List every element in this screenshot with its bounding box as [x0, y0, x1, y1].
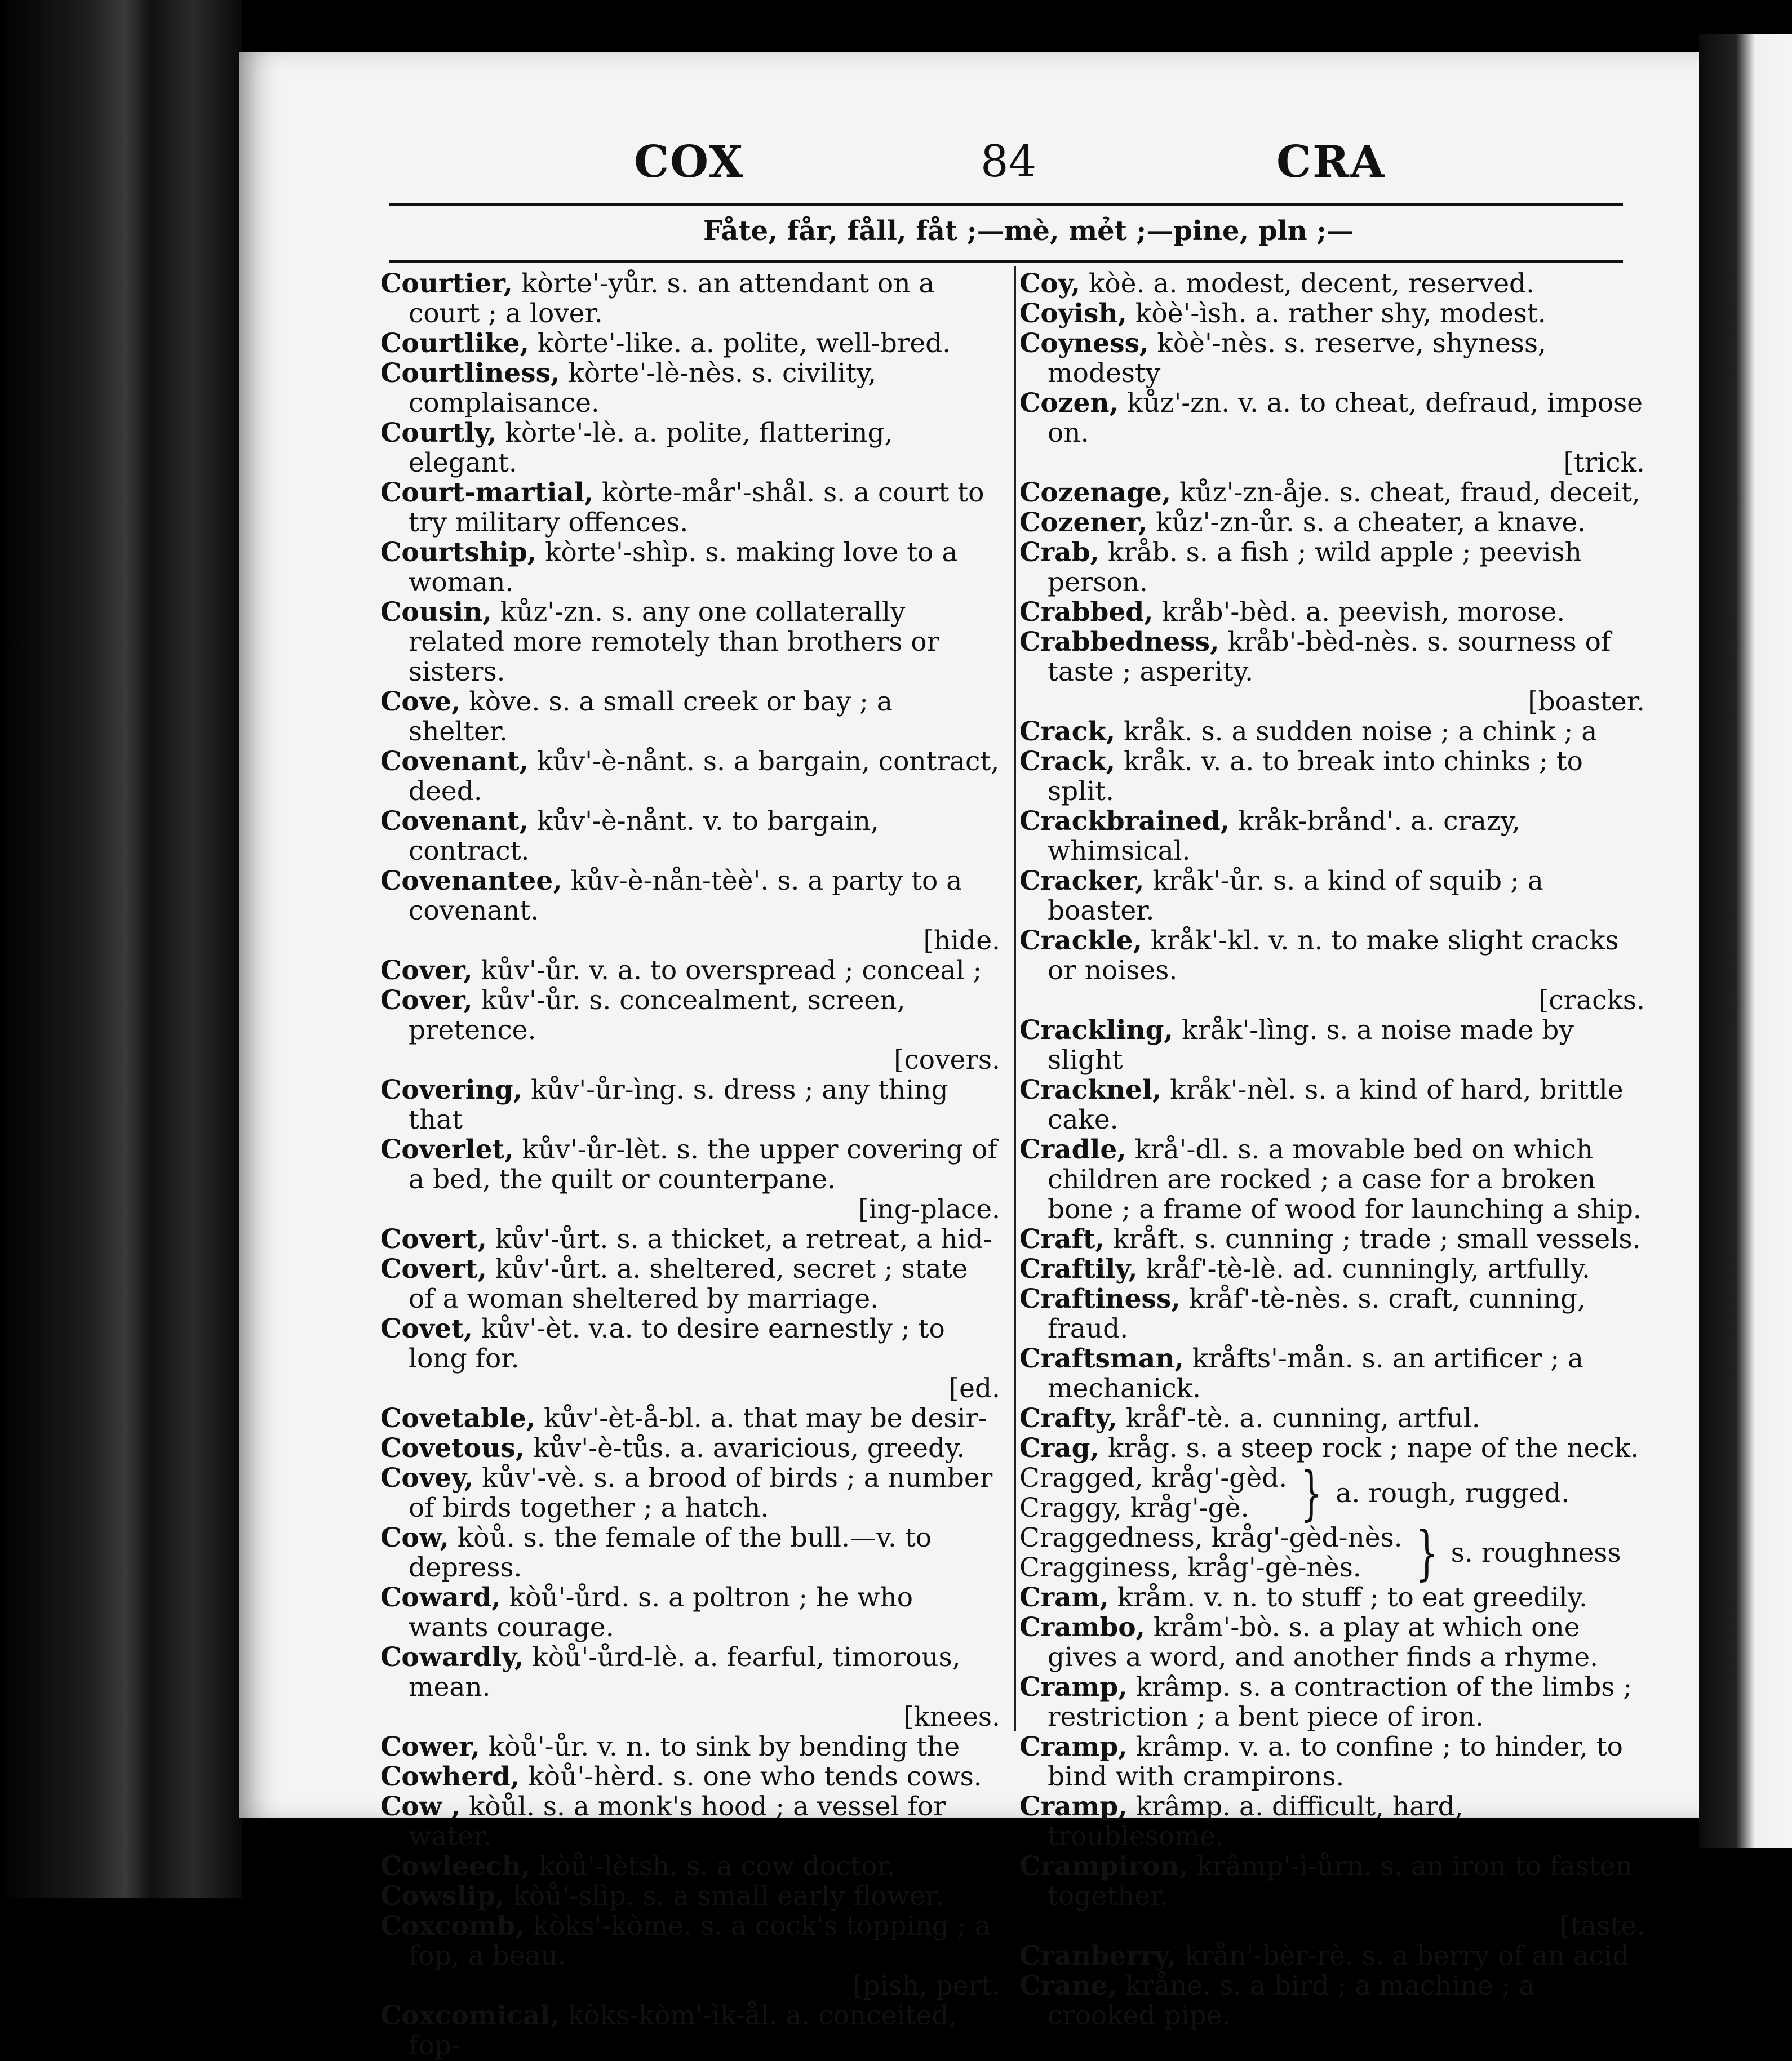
headword: Covenantee,	[380, 865, 562, 896]
headword: Crampiron,	[1019, 1851, 1188, 1882]
headword: Crab,	[1019, 537, 1099, 568]
dictionary-entry	[380, 747, 1000, 806]
entry-definition: kråft. s. cunning ; trade ; small vessels.	[1112, 1224, 1641, 1255]
headword: Craftsman,	[1019, 1343, 1184, 1374]
dictionary-entry	[380, 687, 1000, 747]
dictionary-entry	[1019, 1851, 1645, 1941]
dictionary-entry	[1019, 1433, 1645, 1463]
running-head	[239, 136, 1699, 204]
headword: Craggedness,	[1019, 1522, 1203, 1553]
entry-definition: kråg'-gèd-nès.	[1211, 1522, 1403, 1553]
dictionary-entry	[380, 1463, 1000, 1523]
dictionary-entry	[1019, 478, 1645, 508]
entry-definition: kòrte'-lè. a. polite, flattering, elegant.	[409, 417, 893, 478]
headword: Coyish,	[1019, 298, 1127, 329]
dictionary-entry	[1019, 1344, 1645, 1403]
entry-definition: kòrte-mår'-shål. s. a court to try military offences.	[409, 477, 984, 538]
dictionary-entry	[1019, 926, 1645, 1015]
entry-definition: kův'-ůr. v. a. to overspread ; conceal ;	[481, 955, 982, 986]
entry-definition: a. rough, rugged.	[1336, 1477, 1570, 1509]
brace-glyph: }	[1300, 1459, 1323, 1527]
dictionary-entry	[380, 1314, 1000, 1403]
entry-definition: kråf'-tè-lè. ad. cunningly, artfully.	[1146, 1254, 1590, 1285]
headword: Cowardly,	[380, 1642, 524, 1673]
entry-definition: krâmp. s. a contraction of the limbs ; restriction ; a bent piece of iron.	[1048, 1672, 1633, 1733]
dictionary-entry	[1019, 1732, 1645, 1792]
headword: Cram,	[1019, 1582, 1109, 1613]
entry-definition: kův'-vè. s. a brood of birds ; a number of birds together ; a hatch.	[409, 1463, 993, 1523]
entry-definition: kův'-ůrt. a. sheltered, secret ; state of a woman sheltered by marriage.	[409, 1254, 968, 1314]
headword: Cozenage,	[1019, 477, 1172, 508]
headword: Cragged,	[1019, 1463, 1143, 1494]
dictionary-page	[239, 52, 1699, 2061]
entry-definition: kråk. v. a. to break into chinks ; to split.	[1048, 746, 1583, 807]
headword: Courtly,	[380, 417, 497, 448]
next-page-edge	[1699, 34, 1792, 1848]
entry-definition: kòks'-kòme. s. a cock's topping ; a fop, a beau.	[409, 1911, 991, 1971]
entry-definition: kův'-ůr-ìng. s. dress ; any thing that	[409, 1074, 948, 1135]
entry-definition: kråf'-tè-nès. s. craft, cunning, fraud.	[1048, 1283, 1586, 1344]
entry-definition: kòks-kòm'-ìk-ål. a. conceited, fop-	[409, 2000, 957, 2061]
dictionary-entry	[380, 358, 1000, 418]
dictionary-entry	[380, 1642, 1000, 1732]
dictionary-entry	[1019, 1941, 1645, 1971]
dictionary-entry	[380, 956, 1000, 985]
headword: Covering,	[380, 1074, 522, 1105]
runover-fragment: [taste.	[1559, 1911, 1645, 1942]
dictionary-entry	[1019, 1971, 1645, 2031]
entry-group-words	[1019, 1463, 1287, 1523]
dictionary-entry	[1019, 717, 1645, 747]
dictionary-entry	[1019, 388, 1645, 478]
headword: Coxcomical,	[380, 2000, 560, 2031]
headword: Cranberry,	[1019, 1940, 1177, 1971]
headword: Cracknel,	[1019, 1074, 1162, 1105]
headword: Court-martial,	[380, 477, 594, 508]
entry-definition: kòè'-ìsh. a. rather shy, modest.	[1135, 298, 1546, 329]
dictionary-entry	[1019, 866, 1645, 926]
headword: Crabbedness,	[1019, 627, 1219, 658]
entry-definition: kòrte'-lè-nès. s. civility, complaisance.	[409, 358, 877, 419]
headword: Cradle,	[1019, 1134, 1126, 1165]
entry-definition: krån'-bèr-rè. s. a berry of an acid	[1185, 1940, 1630, 1971]
headword: Covetous,	[380, 1433, 525, 1464]
entry-definition: kråg'-gè-nès.	[1187, 1552, 1361, 1583]
entry-group-line	[1019, 1553, 1403, 1583]
entry-definition: kråk-brånd'. a. crazy, whimsical.	[1048, 806, 1520, 867]
dictionary-entry	[1019, 1583, 1645, 1613]
left-column	[380, 269, 1000, 2060]
headword: Crag,	[1019, 1433, 1099, 1464]
headword: Coward,	[380, 1582, 501, 1613]
entry-definition: kòů. s. the female of the bull.—v. to depress.	[409, 1522, 932, 1583]
headword: Courtlike,	[380, 328, 529, 359]
entry-definition: kův'-è-nånt. s. a bargain, contract, deed.	[409, 746, 1000, 807]
dictionary-entry	[380, 1851, 1000, 1881]
dictionary-entry	[1019, 1613, 1645, 1672]
entry-definition: kråfts'-mån. s. an artificer ; a mechanick.	[1048, 1343, 1583, 1404]
dictionary-entry	[380, 1224, 1000, 1254]
dictionary-entry	[380, 1075, 1000, 1135]
headword: Coyness,	[1019, 328, 1149, 359]
entry-definition: kråb. s. a fish ; wild apple ; peevish person.	[1048, 537, 1582, 598]
headword: Cow,	[380, 1522, 449, 1553]
runover-fragment: [boaster.	[1528, 686, 1645, 717]
headword: Crambo,	[1019, 1612, 1145, 1643]
dictionary-entry	[380, 1732, 1000, 1762]
dictionary-entry	[380, 2001, 1000, 2060]
runover-fragment: [pish, pert.	[853, 1970, 1000, 2001]
runover-fragment: [cracks.	[1538, 985, 1645, 1016]
headword: Covetable,	[380, 1403, 536, 1434]
key-rule	[389, 260, 1623, 263]
headword: Crane,	[1019, 1970, 1117, 2001]
headword: Cowslip,	[380, 1881, 505, 1912]
entry-definition: kòrte'-yůr. s. an attendant on a court ; a lover.	[409, 268, 935, 329]
entry-definition: kråm. v. n. to stuff ; to eat greedily.	[1117, 1582, 1587, 1613]
headword: Covenant,	[380, 806, 529, 837]
headword: Courtier,	[380, 268, 513, 299]
dictionary-entry	[1019, 1015, 1645, 1075]
brace-glyph: }	[1415, 1518, 1438, 1587]
headword: Crackbrained,	[1019, 806, 1230, 837]
dictionary-entry	[380, 1911, 1000, 2001]
headword: Cramp,	[1019, 1791, 1128, 1822]
dictionary-entry	[1019, 328, 1645, 388]
dictionary-entry	[380, 1403, 1000, 1433]
headword: Craftily,	[1019, 1254, 1138, 1285]
entry-definition: kråk'-kl. v. n. to make slight cracks or noises.	[1048, 925, 1619, 986]
headword: Cover,	[380, 955, 473, 986]
entry-definition: kův'-èt-å-bl. a. that may be desir-	[544, 1403, 987, 1434]
headword: Cower,	[380, 1731, 480, 1762]
dictionary-entry	[380, 1135, 1000, 1224]
entry-definition: kòů'-slìp. s. a small early flower.	[513, 1881, 944, 1912]
entry-group-line	[1019, 1463, 1287, 1493]
entry-definition: kråg'-gèd.	[1151, 1463, 1288, 1494]
dictionary-entry	[380, 538, 1000, 597]
entry-definition: kråg'-gè.	[1130, 1493, 1249, 1523]
entry-definition: kòů'-ůr. v. n. to sink by bending the	[488, 1731, 960, 1762]
headword: Crafty,	[1019, 1403, 1117, 1434]
entry-definition: kòè. a. modest, decent, reserved.	[1088, 268, 1535, 299]
entry-definition: kůz'-zn. v. a. to cheat, defraud, impose on.	[1048, 388, 1643, 448]
headword: Cozener,	[1019, 507, 1148, 538]
headword: Cramp,	[1019, 1672, 1128, 1703]
entry-definition: kråg. s. a steep rock ; nape of the neck.	[1107, 1433, 1639, 1464]
entry-definition: kòrte'-shìp. s. making love to a woman.	[409, 537, 958, 598]
runover-fragment: [ed.	[948, 1373, 1000, 1404]
left-guide-word: COX	[634, 136, 744, 188]
dictionary-entry	[1019, 269, 1645, 299]
entry-definition: kråne. s. a bird ; a machine ; a crooked pipe.	[1048, 1970, 1535, 2031]
runover-fragment: [knees.	[903, 1702, 1000, 1733]
dictionary-entry	[380, 1523, 1000, 1583]
headword: Covet,	[380, 1313, 473, 1344]
headword: Covey,	[380, 1463, 474, 1494]
header-rule	[389, 203, 1623, 206]
entry-definition: kòů'-ůrd-lè. a. fearful, timorous, mean.	[409, 1642, 961, 1703]
dictionary-entry	[380, 418, 1000, 478]
entry-definition: kòů'-hèrd. s. one who tends cows.	[528, 1761, 982, 1792]
entry-definition: krå'-dl. s. a movable bed on which children are rocked ; a case for a broken bone ; a frame of wood for launching a ship.	[1048, 1134, 1642, 1225]
entry-definition: kòů'-ůrd. s. a poltron ; he who wants courage.	[409, 1582, 913, 1643]
entry-definition: kův'-èt. v.a. to desire earnestly ; to long for.	[409, 1313, 945, 1374]
headword: Coy,	[1019, 268, 1080, 299]
dictionary-entry	[380, 597, 1000, 687]
dictionary-entry	[1019, 1792, 1645, 1851]
runover-fragment: [covers.	[894, 1045, 1000, 1076]
headword: Crack,	[1019, 716, 1116, 747]
entry-definition: kův'-ůr-lèt. s. the upper covering of a bed, the quilt or counterpane.	[409, 1134, 997, 1195]
entry-definition: kůz'-zn. s. any one collaterally related more remotely than brothers or sisters.	[409, 597, 940, 687]
headword: Craftiness,	[1019, 1283, 1181, 1314]
dictionary-entry	[1019, 1403, 1645, 1433]
dictionary-entry	[1019, 627, 1645, 717]
runover-fragment: [ing-place.	[858, 1194, 1000, 1225]
runover-fragment: [trick.	[1563, 447, 1645, 478]
dictionary-entry	[1019, 538, 1645, 597]
headword: Craggy,	[1019, 1493, 1122, 1523]
entry-definition: kråk'-ůr. s. a kind of squib ; a boaster.	[1048, 865, 1543, 926]
dictionary-entry	[380, 1792, 1000, 1851]
dictionary-entry	[1019, 1284, 1645, 1344]
dictionary-entry	[1019, 299, 1645, 328]
headword: Cozen,	[1019, 388, 1119, 419]
entry-definition: kråk'-lìng. s. a noise made by slight	[1048, 1015, 1574, 1076]
entry-definition: kråf'-tè. a. cunning, artful.	[1125, 1403, 1480, 1434]
entry-definition: krâmp. v. a. to confine ; to hinder, to bind with crampirons.	[1048, 1731, 1623, 1792]
book-spine-shadow	[0, 0, 242, 1898]
dictionary-entry	[1019, 747, 1645, 806]
headword: Coverlet,	[380, 1134, 514, 1165]
headword: Coxcomb,	[380, 1911, 525, 1942]
right-guide-word: CRA	[1276, 136, 1386, 188]
headword: Crack,	[1019, 746, 1116, 777]
headword: Crackle,	[1019, 925, 1142, 956]
dictionary-entry	[380, 985, 1000, 1075]
headword: Courtliness,	[380, 358, 560, 389]
dictionary-entry	[380, 269, 1000, 328]
dictionary-entry	[380, 1762, 1000, 1792]
entry-definition: kråm'-bò. s. a play at which one gives a word, and another finds a rhyme.	[1048, 1612, 1599, 1673]
entry-definition: s. roughness	[1451, 1537, 1621, 1569]
dictionary-entry	[1019, 1224, 1645, 1254]
page-number: 84	[981, 136, 1037, 187]
dictionary-entry	[1019, 1075, 1645, 1135]
entry-definition: kův'-ůrt. s. a thicket, a retreat, a hid-	[495, 1224, 992, 1255]
right-column	[1019, 269, 1645, 2031]
dictionary-entry	[380, 478, 1000, 538]
dictionary-entry	[380, 1881, 1000, 1911]
entry-definition: kův'-è-tůs. a. avaricious, greedy.	[533, 1433, 965, 1464]
entry-definition: kòůl. s. a monk's hood ; a vessel for water.	[409, 1791, 946, 1852]
dictionary-entry	[1019, 508, 1645, 538]
entry-group-line	[1019, 1523, 1403, 1553]
headword: Cover,	[380, 985, 473, 1016]
headword: Cramp,	[1019, 1731, 1128, 1762]
entry-definition: kůz'-zn-åje. s. cheat, fraud, deceit,	[1179, 477, 1640, 508]
dictionary-entry	[1019, 806, 1645, 866]
headword: Cousin,	[380, 597, 492, 628]
entry-definition: kòve. s. a small creek or bay ; a shelter.	[409, 686, 893, 747]
dictionary-entry	[380, 806, 1000, 866]
headword: Cowherd,	[380, 1761, 520, 1792]
entry-definition: kův'-ůr. s. concealment, screen, pretence.	[409, 985, 906, 1046]
dictionary-entry	[380, 1433, 1000, 1463]
headword: Covenant,	[380, 746, 529, 777]
entry-definition: kråk'-nèl. s. a kind of hard, brittle cake.	[1048, 1074, 1624, 1135]
runover-fragment: [hide.	[923, 925, 1000, 956]
entry-definition: krâmp. a. difficult, hard, troublesome.	[1048, 1791, 1463, 1852]
dictionary-entry	[1019, 1135, 1645, 1224]
headword: Cow ,	[380, 1791, 460, 1822]
entry-definition: kůz'-zn-ůr. s. a cheater, a knave.	[1156, 507, 1586, 538]
headword: Crabbed,	[1019, 597, 1154, 628]
entry-definition: kråb'-bèd. a. peevish, morose.	[1161, 597, 1565, 628]
headword: Covert,	[380, 1254, 487, 1285]
headword: Crackling,	[1019, 1015, 1173, 1046]
headword: Cragginess,	[1019, 1552, 1179, 1583]
dictionary-entry	[1019, 1672, 1645, 1732]
headword: Covert,	[380, 1224, 487, 1255]
headword: Cowleech,	[380, 1851, 531, 1882]
dictionary-entry	[380, 328, 1000, 358]
entry-group	[1019, 1518, 1645, 1587]
pronunciation-key: Fåte, får, fåll, fåt ;—mè, mẻt ;—pine, pln ;—	[703, 215, 1354, 247]
dictionary-entry	[380, 866, 1000, 956]
entry-definition: kòrte'-like. a. polite, well-bred.	[537, 328, 951, 359]
dictionary-entry	[380, 1583, 1000, 1642]
entry-definition: kråk. s. a sudden noise ; a chink ; a	[1124, 716, 1598, 747]
entry-group-words	[1019, 1523, 1403, 1583]
headword: Cracker,	[1019, 865, 1145, 896]
entry-definition: kův-è-nån-tèè'. s. a party to a covenant.	[409, 865, 962, 926]
entry-group	[1019, 1459, 1645, 1527]
entry-definition: kòů'-lètsh. s. a cow doctor.	[538, 1851, 895, 1882]
headword: Courtship,	[380, 537, 537, 568]
dictionary-entry	[380, 1254, 1000, 1314]
dictionary-entry	[1019, 597, 1645, 627]
entry-definition: kråb'-bèd-nès. s. sourness of taste ; asperity.	[1048, 627, 1611, 687]
headword: Craft,	[1019, 1224, 1105, 1255]
column-divider	[1014, 266, 1016, 1731]
entry-definition: kův'-è-nånt. v. to bargain, contract.	[409, 806, 879, 867]
entry-group-line	[1019, 1493, 1287, 1523]
headword: Cove,	[380, 686, 461, 717]
dictionary-entry	[1019, 1254, 1645, 1284]
entry-definition: kòè'-nès. s. reserve, shyness, modesty	[1048, 328, 1547, 389]
entry-definition: krâmp'-ì-ůrn. s. an iron to fasten together.	[1048, 1851, 1633, 1912]
